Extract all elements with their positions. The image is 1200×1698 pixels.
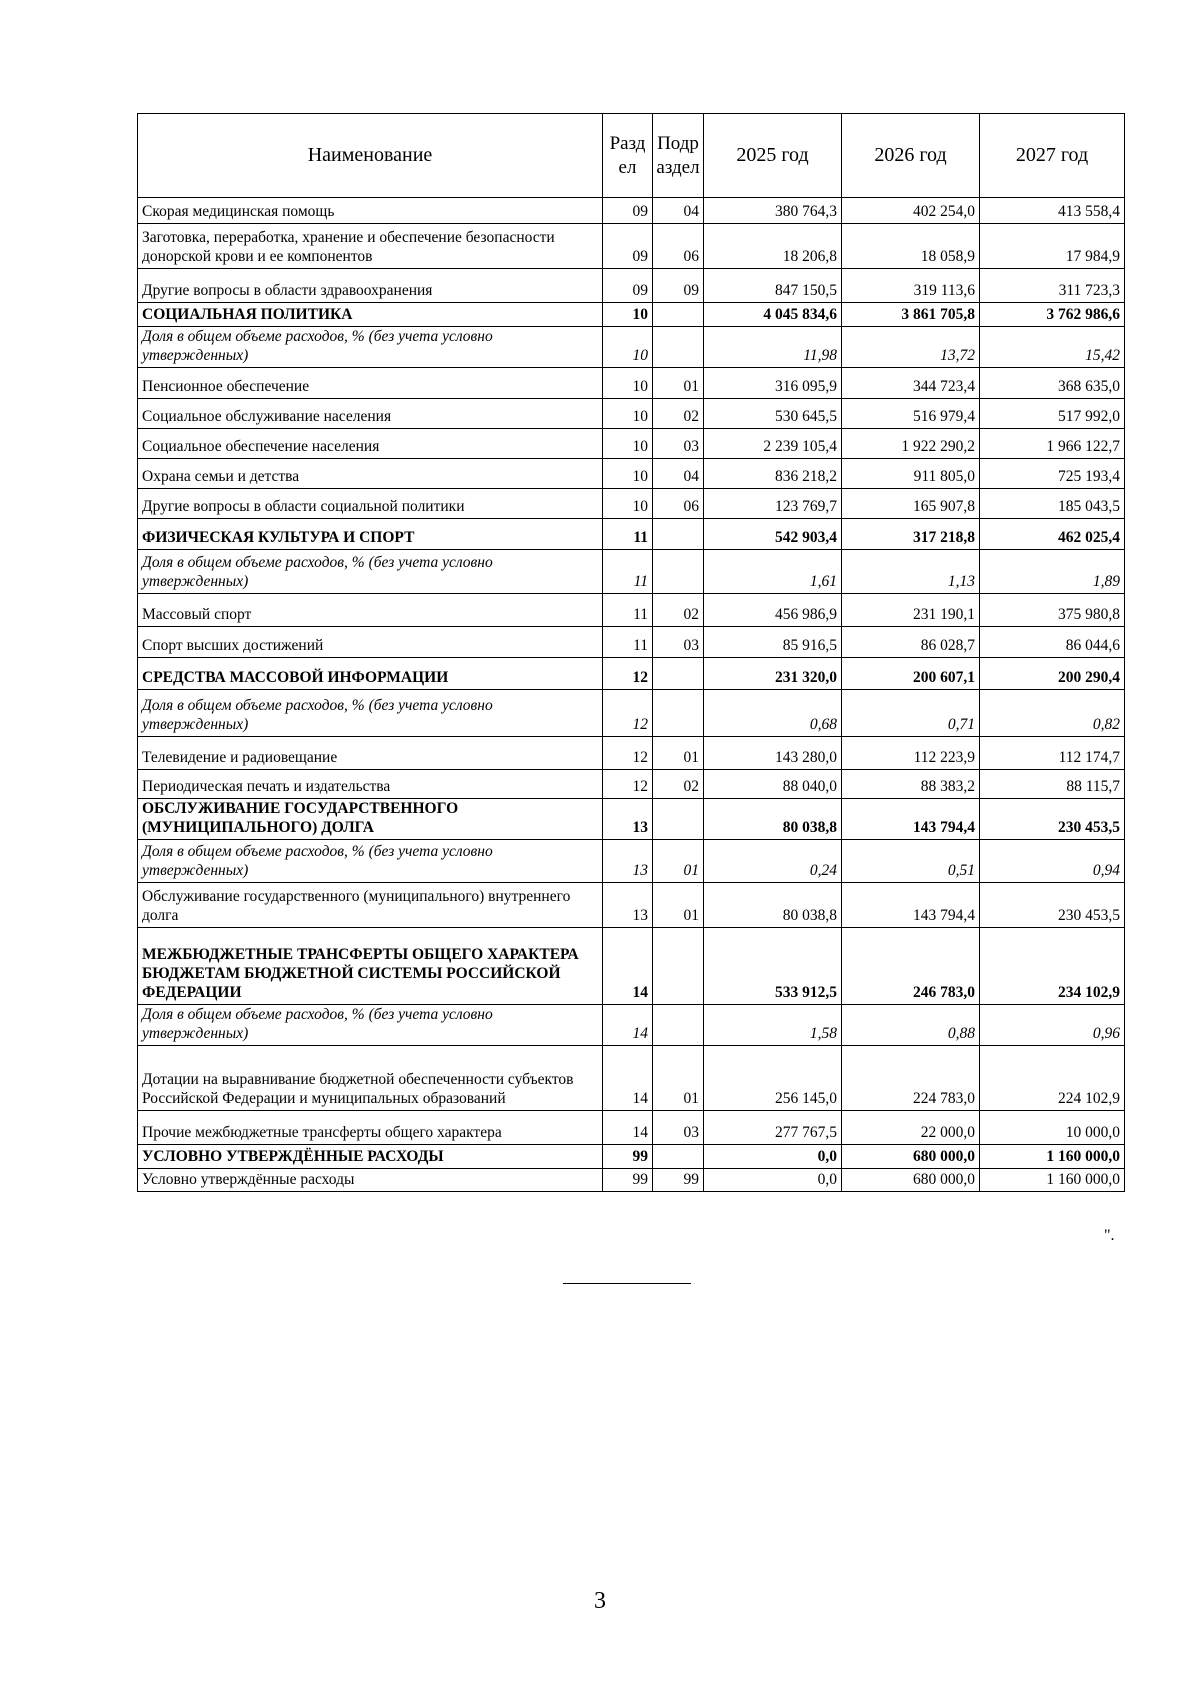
section-row (138, 303, 1125, 327)
row-section-code: 09 (603, 224, 653, 269)
row-value-2025: 533 912,5 (704, 928, 842, 1005)
row-section-code: 09 (603, 198, 653, 224)
row-value-2026: 0,51 (842, 840, 980, 883)
row-value-2026: 18 058,9 (842, 224, 980, 269)
header-subsection: Подр аздел (653, 114, 704, 198)
section-row (138, 799, 1125, 840)
row-value-2026: 231 190,1 (842, 594, 980, 627)
row-value-2025: 256 145,0 (704, 1046, 842, 1111)
row-value-2026: 911 805,0 (842, 459, 980, 489)
row-section-code: 13 (603, 840, 653, 883)
row-section-code: 11 (603, 550, 653, 594)
row-value-2026: 344 723,4 (842, 368, 980, 399)
row-section-code: 11 (603, 627, 653, 658)
row-value-2025: 380 764,3 (704, 198, 842, 224)
table-row (138, 1169, 1125, 1192)
row-subsection-code: 06 (653, 489, 704, 519)
row-subsection-code (653, 303, 704, 327)
row-section-code: 14 (603, 1046, 653, 1111)
row-name: Другие вопросы в области социальной политики (138, 489, 603, 519)
row-name: Социальное обслуживание населения (138, 399, 603, 429)
row-subsection-code: 04 (653, 459, 704, 489)
row-subsection-code: 03 (653, 429, 704, 459)
row-name: Условно утверждённые расходы (138, 1169, 603, 1192)
row-name: СОЦИАЛЬНАЯ ПОЛИТИКА (138, 303, 603, 327)
row-name: Обслуживание государственного (муниципального) внутреннего долга (138, 883, 603, 928)
row-section-code: 11 (603, 519, 653, 550)
row-section-code: 10 (603, 368, 653, 399)
row-subsection-code (653, 928, 704, 1005)
row-name: Доля в общем объеме расходов, % (без учета условно утвержденных) (138, 327, 603, 368)
row-value-2025: 4 045 834,6 (704, 303, 842, 327)
row-value-2026: 143 794,4 (842, 799, 980, 840)
row-name: Социальное обеспечение населения (138, 429, 603, 459)
row-value-2025: 88 040,0 (704, 770, 842, 799)
table-header-row (138, 114, 1125, 198)
table-row (138, 627, 1125, 658)
table-row (138, 459, 1125, 489)
row-value-2026: 246 783,0 (842, 928, 980, 1005)
table-row (138, 594, 1125, 627)
row-name: МЕЖБЮДЖЕТНЫЕ ТРАНСФЕРТЫ ОБЩЕГО ХАРАКТЕРА БЮДЖЕТАМ БЮДЖЕТНОЙ СИСТЕМЫ РОССИЙСКОЙ ФЕДЕРАЦИИ (138, 928, 603, 1005)
row-section-code: 14 (603, 1111, 653, 1145)
row-value-2027: 224 102,9 (980, 1046, 1125, 1111)
row-value-2025: 18 206,8 (704, 224, 842, 269)
row-value-2027: 0,82 (980, 690, 1125, 737)
row-value-2026: 88 383,2 (842, 770, 980, 799)
row-subsection-code: 01 (653, 883, 704, 928)
header-2025: 2025 год (704, 114, 842, 198)
row-section-code: 10 (603, 429, 653, 459)
row-value-2025: 530 645,5 (704, 399, 842, 429)
row-name: Массовый спорт (138, 594, 603, 627)
row-name: Доля в общем объеме расходов, % (без учета условно утвержденных) (138, 1005, 603, 1046)
table-row (138, 269, 1125, 303)
row-value-2026: 319 113,6 (842, 269, 980, 303)
share-row (138, 840, 1125, 883)
row-subsection-code: 09 (653, 269, 704, 303)
row-name: Доля в общем объеме расходов, % (без учета условно утвержденных) (138, 840, 603, 883)
row-section-code: 14 (603, 1005, 653, 1046)
row-subsection-code: 04 (653, 198, 704, 224)
row-value-2027: 375 980,8 (980, 594, 1125, 627)
share-row (138, 690, 1125, 737)
row-value-2027: 368 635,0 (980, 368, 1125, 399)
row-value-2027: 0,96 (980, 1005, 1125, 1046)
table-row (138, 737, 1125, 770)
row-value-2026: 317 218,8 (842, 519, 980, 550)
row-name: Охрана семьи и детства (138, 459, 603, 489)
row-section-code: 12 (603, 690, 653, 737)
row-value-2025: 836 218,2 (704, 459, 842, 489)
row-name: Прочие межбюджетные трансферты общего характера (138, 1111, 603, 1145)
row-value-2027: 1 160 000,0 (980, 1145, 1125, 1169)
row-value-2025: 231 320,0 (704, 658, 842, 690)
row-name: Доля в общем объеме расходов, % (без учета условно утвержденных) (138, 690, 603, 737)
row-value-2025: 0,68 (704, 690, 842, 737)
row-value-2025: 542 903,4 (704, 519, 842, 550)
row-name: Пенсионное обеспечение (138, 368, 603, 399)
row-subsection-code: 01 (653, 737, 704, 770)
budget-table (137, 113, 1125, 1192)
row-value-2027: 15,42 (980, 327, 1125, 368)
row-value-2027: 311 723,3 (980, 269, 1125, 303)
row-value-2026: 22 000,0 (842, 1111, 980, 1145)
row-subsection-code (653, 550, 704, 594)
page-number: 3 (594, 1588, 606, 1614)
table-row (138, 368, 1125, 399)
row-subsection-code (653, 799, 704, 840)
row-value-2025: 11,98 (704, 327, 842, 368)
row-value-2025: 80 038,8 (704, 883, 842, 928)
row-value-2026: 224 783,0 (842, 1046, 980, 1111)
row-value-2026: 680 000,0 (842, 1169, 980, 1192)
row-value-2026: 0,71 (842, 690, 980, 737)
row-subsection-code: 06 (653, 224, 704, 269)
row-subsection-code (653, 327, 704, 368)
row-section-code: 10 (603, 327, 653, 368)
row-section-code: 12 (603, 737, 653, 770)
section-row (138, 519, 1125, 550)
row-section-code: 14 (603, 928, 653, 1005)
row-value-2025: 143 280,0 (704, 737, 842, 770)
row-value-2025: 0,0 (704, 1145, 842, 1169)
table-row (138, 489, 1125, 519)
row-subsection-code: 01 (653, 840, 704, 883)
row-section-code: 12 (603, 658, 653, 690)
row-subsection-code: 99 (653, 1169, 704, 1192)
closing-quote: ". (1104, 1227, 1115, 1244)
table-row (138, 883, 1125, 928)
row-value-2025: 123 769,7 (704, 489, 842, 519)
row-value-2026: 1,13 (842, 550, 980, 594)
row-value-2027: 230 453,5 (980, 883, 1125, 928)
row-value-2027: 1,89 (980, 550, 1125, 594)
row-value-2026: 165 907,8 (842, 489, 980, 519)
row-section-code: 13 (603, 799, 653, 840)
row-value-2026: 516 979,4 (842, 399, 980, 429)
share-row (138, 550, 1125, 594)
row-value-2027: 3 762 986,6 (980, 303, 1125, 327)
row-name: УСЛОВНО УТВЕРЖДЁННЫЕ РАСХОДЫ (138, 1145, 603, 1169)
row-name: Дотации на выравнивание бюджетной обеспеченности субъектов Российской Федерации и муниципальных образований (138, 1046, 603, 1111)
header-2026: 2026 год (842, 114, 980, 198)
table-row (138, 198, 1125, 224)
row-section-code: 12 (603, 770, 653, 799)
section-row (138, 1145, 1125, 1169)
row-name: Доля в общем объеме расходов, % (без учета условно утвержденных) (138, 550, 603, 594)
share-row (138, 327, 1125, 368)
row-value-2027: 1 160 000,0 (980, 1169, 1125, 1192)
row-value-2027: 200 290,4 (980, 658, 1125, 690)
row-value-2027: 234 102,9 (980, 928, 1125, 1005)
row-value-2026: 3 861 705,8 (842, 303, 980, 327)
section-row (138, 928, 1125, 1005)
row-value-2026: 143 794,4 (842, 883, 980, 928)
header-2027: 2027 год (980, 114, 1125, 198)
table-body (138, 198, 1125, 1192)
row-value-2026: 13,72 (842, 327, 980, 368)
header-section: Разд ел (603, 114, 653, 198)
row-value-2026: 200 607,1 (842, 658, 980, 690)
row-value-2025: 80 038,8 (704, 799, 842, 840)
row-value-2026: 86 028,7 (842, 627, 980, 658)
row-section-code: 10 (603, 303, 653, 327)
table-row (138, 429, 1125, 459)
row-name: Скорая медицинская помощь (138, 198, 603, 224)
row-subsection-code: 02 (653, 399, 704, 429)
row-section-code: 13 (603, 883, 653, 928)
row-value-2025: 316 095,9 (704, 368, 842, 399)
row-name: Периодическая печать и издательства (138, 770, 603, 799)
row-value-2027: 230 453,5 (980, 799, 1125, 840)
row-value-2026: 402 254,0 (842, 198, 980, 224)
row-section-code: 10 (603, 489, 653, 519)
row-value-2026: 112 223,9 (842, 737, 980, 770)
row-value-2027: 413 558,4 (980, 198, 1125, 224)
header-name: Наименование (138, 114, 603, 198)
row-subsection-code: 03 (653, 627, 704, 658)
share-row (138, 1005, 1125, 1046)
row-value-2025: 0,24 (704, 840, 842, 883)
row-subsection-code: 01 (653, 1046, 704, 1111)
separator-line (563, 1283, 691, 1284)
table-row (138, 399, 1125, 429)
row-value-2027: 88 115,7 (980, 770, 1125, 799)
table-row (138, 1046, 1125, 1111)
row-section-code: 99 (603, 1169, 653, 1192)
row-value-2025: 456 986,9 (704, 594, 842, 627)
row-section-code: 10 (603, 399, 653, 429)
row-subsection-code: 03 (653, 1111, 704, 1145)
row-name: Спорт высших достижений (138, 627, 603, 658)
row-subsection-code (653, 658, 704, 690)
row-name: ФИЗИЧЕСКАЯ КУЛЬТУРА И СПОРТ (138, 519, 603, 550)
row-name: Телевидение и радиовещание (138, 737, 603, 770)
table-row (138, 224, 1125, 269)
row-subsection-code: 02 (653, 770, 704, 799)
row-section-code: 99 (603, 1145, 653, 1169)
row-value-2025: 1,61 (704, 550, 842, 594)
row-name: ОБСЛУЖИВАНИЕ ГОСУДАРСТВЕННОГО (МУНИЦИПАЛЬНОГО) ДОЛГА (138, 799, 603, 840)
row-subsection-code (653, 1005, 704, 1046)
table-row (138, 1111, 1125, 1145)
row-value-2025: 2 239 105,4 (704, 429, 842, 459)
row-subsection-code: 01 (653, 368, 704, 399)
row-value-2025: 1,58 (704, 1005, 842, 1046)
row-value-2025: 0,0 (704, 1169, 842, 1192)
row-section-code: 10 (603, 459, 653, 489)
row-value-2026: 0,88 (842, 1005, 980, 1046)
row-value-2027: 112 174,7 (980, 737, 1125, 770)
row-section-code: 09 (603, 269, 653, 303)
row-value-2026: 680 000,0 (842, 1145, 980, 1169)
row-value-2027: 17 984,9 (980, 224, 1125, 269)
row-value-2027: 0,94 (980, 840, 1125, 883)
row-value-2026: 1 922 290,2 (842, 429, 980, 459)
row-value-2027: 517 992,0 (980, 399, 1125, 429)
row-value-2025: 85 916,5 (704, 627, 842, 658)
row-value-2027: 1 966 122,7 (980, 429, 1125, 459)
row-value-2025: 277 767,5 (704, 1111, 842, 1145)
row-value-2025: 847 150,5 (704, 269, 842, 303)
row-value-2027: 725 193,4 (980, 459, 1125, 489)
section-row (138, 658, 1125, 690)
row-value-2027: 462 025,4 (980, 519, 1125, 550)
row-subsection-code (653, 690, 704, 737)
row-section-code: 11 (603, 594, 653, 627)
row-subsection-code: 02 (653, 594, 704, 627)
row-subsection-code (653, 1145, 704, 1169)
row-name: Другие вопросы в области здравоохранения (138, 269, 603, 303)
row-value-2027: 185 043,5 (980, 489, 1125, 519)
row-value-2027: 86 044,6 (980, 627, 1125, 658)
row-value-2027: 10 000,0 (980, 1111, 1125, 1145)
table-row (138, 770, 1125, 799)
row-name: Заготовка, переработка, хранение и обеспечение безопасности донорской крови и ее компонентов (138, 224, 603, 269)
row-subsection-code (653, 519, 704, 550)
row-name: СРЕДСТВА МАССОВОЙ ИНФОРМАЦИИ (138, 658, 603, 690)
